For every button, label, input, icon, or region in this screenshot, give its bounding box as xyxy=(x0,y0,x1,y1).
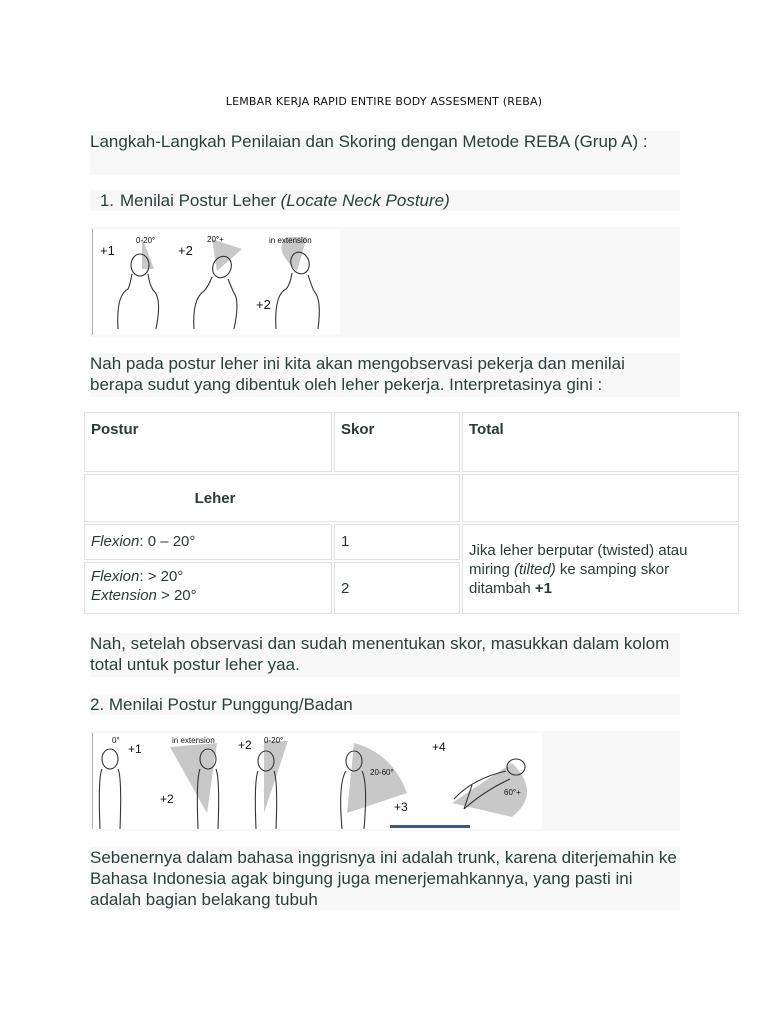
posture-cell-flexion-0-20 xyxy=(84,524,332,560)
section-leher: Leher xyxy=(84,474,460,522)
posture-line-extension xyxy=(91,586,325,605)
trunk-angle-20-60: 20-60° xyxy=(370,768,394,777)
neck-score-label-3: +2 xyxy=(256,297,271,312)
paragraph-neck-intro: Nah pada postur leher ini kita akan mengobservasi pekerja dan menilai berapa sudut yang dibentuk oleh leher pekerja. Interpretasinya gini : xyxy=(90,353,680,397)
posture-term: Flexion xyxy=(91,533,140,550)
step1-heading xyxy=(90,190,680,211)
header-postur: Postur xyxy=(84,412,332,472)
neck-angle-label-1: 0-20° xyxy=(136,236,156,245)
paragraph-after-observation: Nah, setelah observasi dan sudah menentukan skor, masukkan dalam kolom total untuk postur leher yaa. xyxy=(90,633,680,677)
neck-score-label-2: +2 xyxy=(178,243,193,258)
trunk-extension-sector xyxy=(170,743,217,813)
neck-extension-label: in extension xyxy=(269,236,312,245)
neck-score-label-1: +1 xyxy=(100,243,115,258)
posture-line-flexion xyxy=(91,567,325,586)
neck-figure-flexion xyxy=(194,253,237,329)
note-text-1: Jika leher berputar (twisted) atau miring xyxy=(469,542,688,578)
trunk-figure-upright xyxy=(99,749,120,829)
trunk-score-3: +3 xyxy=(394,800,408,814)
section-heading: Langkah-Langkah Penilaian dan Skoring dengan Metode REBA (Grup A) : xyxy=(90,131,680,175)
note-italic: (tilted) xyxy=(514,561,556,578)
score-cell-1: 1 xyxy=(334,524,460,560)
neck-angle-label-2: 20°+ xyxy=(207,235,224,244)
document-title: LEMBAR KERJA RAPID ENTIRE BODY ASSESMENT (REBA) xyxy=(225,95,543,108)
section-empty-cell xyxy=(462,474,739,522)
posture-range: > 20° xyxy=(156,587,197,604)
trunk-angle-60-plus: 60°+ xyxy=(504,788,521,797)
score-cell-2: 2 xyxy=(334,562,460,614)
table-header-row xyxy=(84,412,739,472)
step1-italic: (Locate Neck Posture) xyxy=(280,191,450,210)
header-total: Total xyxy=(462,412,739,472)
posture-range: : 0 – 20° xyxy=(139,533,196,550)
trunk-score-4: +4 xyxy=(432,740,446,754)
posture-term: Flexion xyxy=(91,568,140,585)
trunk-score-1: +1 xyxy=(128,742,142,756)
posture-term: Extension xyxy=(91,587,157,604)
trunk-extension-label: in extension xyxy=(172,736,215,745)
trunk-angle-0: 0° xyxy=(112,736,120,745)
figure-underline xyxy=(390,825,470,828)
table-row xyxy=(84,524,739,560)
neck-posture-figure xyxy=(92,229,340,335)
trunk-angle-0-20: 0-20° xyxy=(264,736,284,745)
trunk-score-2b: +2 xyxy=(238,738,252,752)
step2-heading: 2. Menilai Postur Punggung/Badan xyxy=(90,694,680,715)
step1-text: Menilai Postur Leher xyxy=(120,191,281,210)
step1-number: 1. xyxy=(99,191,114,210)
table-section-row xyxy=(84,474,739,522)
header-skor: Skor xyxy=(334,412,460,472)
note-text-2: ke samping skor ditambah xyxy=(469,561,670,597)
posture-range: : > 20° xyxy=(139,568,184,585)
posture-cell-flexion-extension xyxy=(84,562,332,614)
trunk-posture-figure xyxy=(92,733,542,829)
note-bold: +1 xyxy=(534,580,552,597)
neck-score-table xyxy=(82,410,741,616)
trunk-score-2a: +2 xyxy=(160,792,174,806)
total-note-cell xyxy=(462,524,739,614)
paragraph-trunk-explanation: Sebenernya dalam bahasa inggrisnya ini adalah trunk, karena diterjemahin ke Bahasa Indonesia agak bingung juga menerjemahkannya, yang pasti ini adalah bagian belakang tubuh xyxy=(90,847,680,910)
trunk-0-20-sector xyxy=(264,741,288,813)
